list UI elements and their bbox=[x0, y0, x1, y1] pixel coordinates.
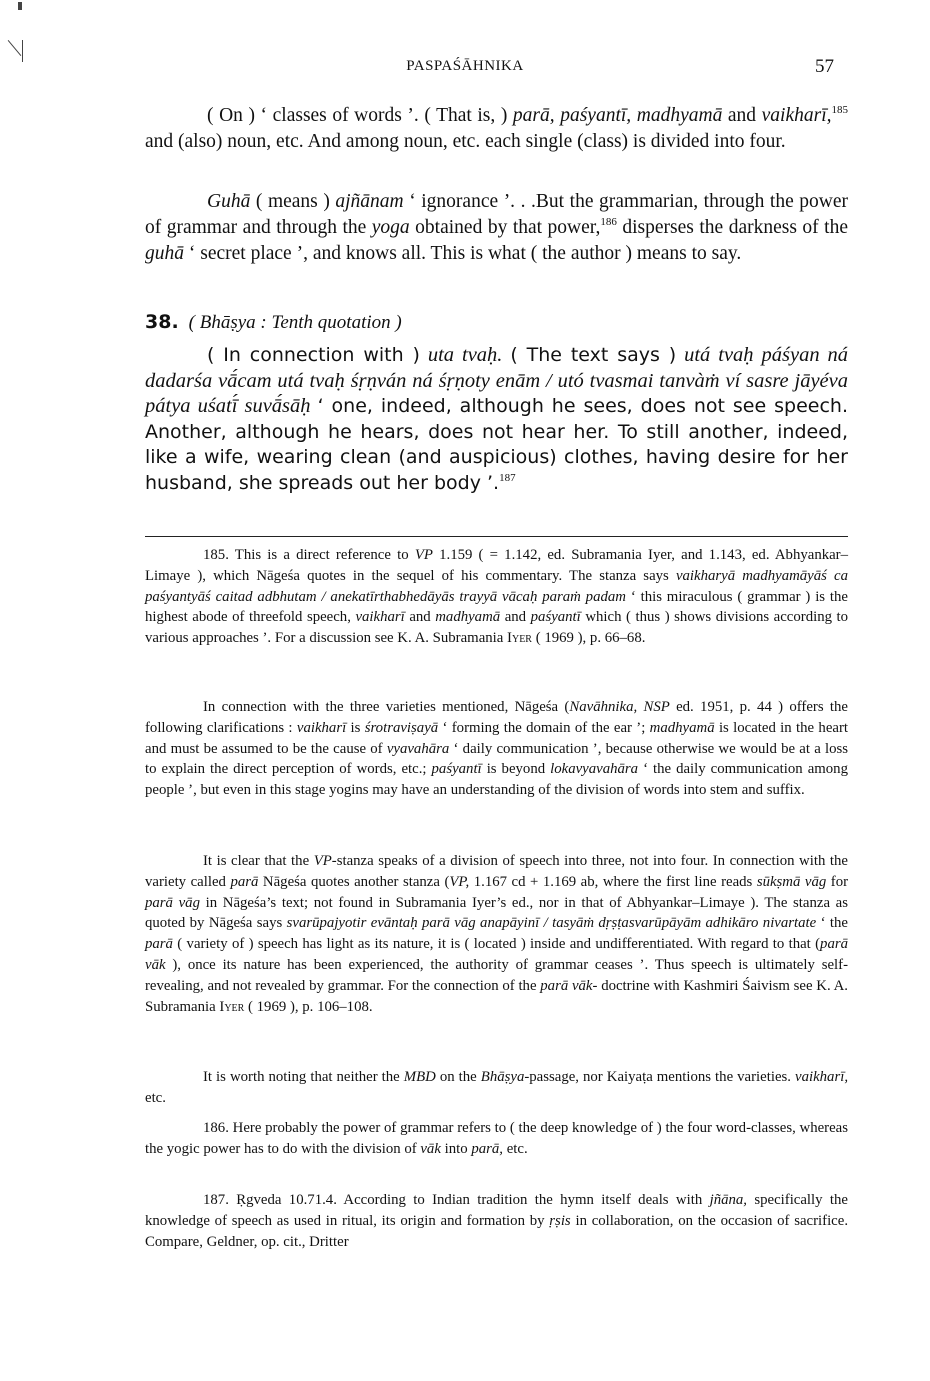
scan-artifact-mark bbox=[8, 40, 22, 56]
footnote-185-continued-3: It is worth noting that neither the MBD on the Bhāṣya-passage, nor Kaiyaṭa mentions the varieties. vaikharī, etc. bbox=[145, 1069, 849, 1106]
quotation-paragraph: ( In connection with ) uta tvaḥ. ( The text says ) utá tvaḥ páśyan ná dadarśa vā́cam utá tvaḥ śṛṇván ná śṛṇoty enām / utó tvasmai tanvàṁ ví sasre jāyéva pátya uśatī́ suvā́sāḥ ‘ one, indeed, although he sees, does not see speech. Another, although he hears, does not hear her. To still another, indeed, like a wife, wearing clean (and auspicious) clothes, having desire for her husband, she spreads out her body ’.$^{187}$ bbox=[145, 344, 849, 494]
footnote-186: 186. Here probably the power of grammar refers to ( the deep knowledge of ) the four word-classes, whereas the yogic power has to do with the division of vāk into parā, etc. bbox=[145, 1120, 848, 1157]
footnote-185: 185. This is a direct reference to VP 1.159 ( = 1.142, ed. Subramania Iyer, and 1.143, ed. Abhyankar–Limaye ), which Nāgeśa quotes in the sequel of his commentary. The stanza says vaikharyā madhyamāyāś ca paśyantyāś caitad adbhutam / anekatīrthabhedāyās trayyā vācaḥ paraṁ padam ‘ this miraculous ( grammar ) is the highest abode of threefold speech, vaikharī and madhyamā and paśyantī which ( thus ) shows divisions according to various approaches ’. For a discussion see K. A. Subramania Iyer ( 1969 ), p. 66–68. bbox=[145, 547, 849, 647]
footnote-185-continued-2: It is clear that the VP-stanza speaks of a division of speech into three, not into four. In connection with the variety called parā Nāgeśa quotes another stanza (VP, 1.167 cd + 1.169 ab, where the first line reads sūkṣmā vāg for parā vāg in Nāgeśa’s text; not found in Subramania Iyer’s ed., nor in that of Abhyankar–Limaye ). The stanza as quoted by Nāgeśa says svarūpajyotir evāntaḥ parā vāg anapāyinī / tasyāṁ dṛṣṭasvarūpāyām adhikāro nivartate ‘ the parā ( variety of ) speech has light as its nature, it is ( located ) inside and undifferentiated. With regard to that (parā vāk ), once its nature has been experienced, the authority of grammar ceases ’. Thus speech is ultimately self-revealing, and not revealed by grammar. For the connection of the parā vāk- doctrine with Kashmiri Śaivism see K. A. Subramania Iyer ( 1969 ), p. 106–108. bbox=[145, 853, 849, 1015]
section-title: ( Bhāṣya : Tenth quotation ) bbox=[188, 312, 402, 333]
paragraph-1: ( On ) ‘ classes of words ’. ( That is, ) parā, paśyantī, madhyamā and vaikharī,$^{185}$ and (also) noun, etc. And among noun, etc. each single (class) is divided into four. bbox=[145, 104, 848, 152]
page-number: 57 bbox=[815, 56, 834, 77]
scan-artifact-mark bbox=[18, 2, 22, 10]
footnote-divider bbox=[145, 536, 848, 537]
section-heading bbox=[145, 311, 402, 334]
running-title: PASPAŚĀHNIKA bbox=[406, 58, 524, 74]
section-number: 38. bbox=[145, 311, 179, 333]
paragraph-2: Guhā ( means ) ajñānam ‘ ignorance ’. . .But the grammarian, through the power of grammar and through the yoga obtained by that power,$^{186}$ disperses the darkness of the guhā ‘ secret place ’, and knows all. This is what ( the author ) means to say. bbox=[145, 191, 849, 264]
footnote-187: 187. Ṛgveda 10.71.4. According to Indian tradition the hymn itself deals with jñāna, specifically the knowledge of speech as used in ritual, its origin and formation by ṛṣis in collaboration, on the occasion of sacrifice. Compare, Geldner, op. cit., Dritter bbox=[145, 1192, 849, 1250]
footnote-185-continued-1: In connection with the three varieties mentioned, Nāgeśa (Navāhnika, NSP ed. 1951, p. 44 ) offers the following clarifications : vaikharī is śrotraviṣayā ‘ forming the domain of the ear ’; madhyamā is located in the heart and must be assumed to be the cause of vyavahāra ‘ daily communication ’, because otherwise we would be at a loss to explain the direct perception of words, etc.; paśyantī is beyond lokavyavahāra ‘ the daily communication among people ’, but even in this stage yogins may have an understanding of the division of words into stem and suffix. bbox=[145, 699, 849, 799]
